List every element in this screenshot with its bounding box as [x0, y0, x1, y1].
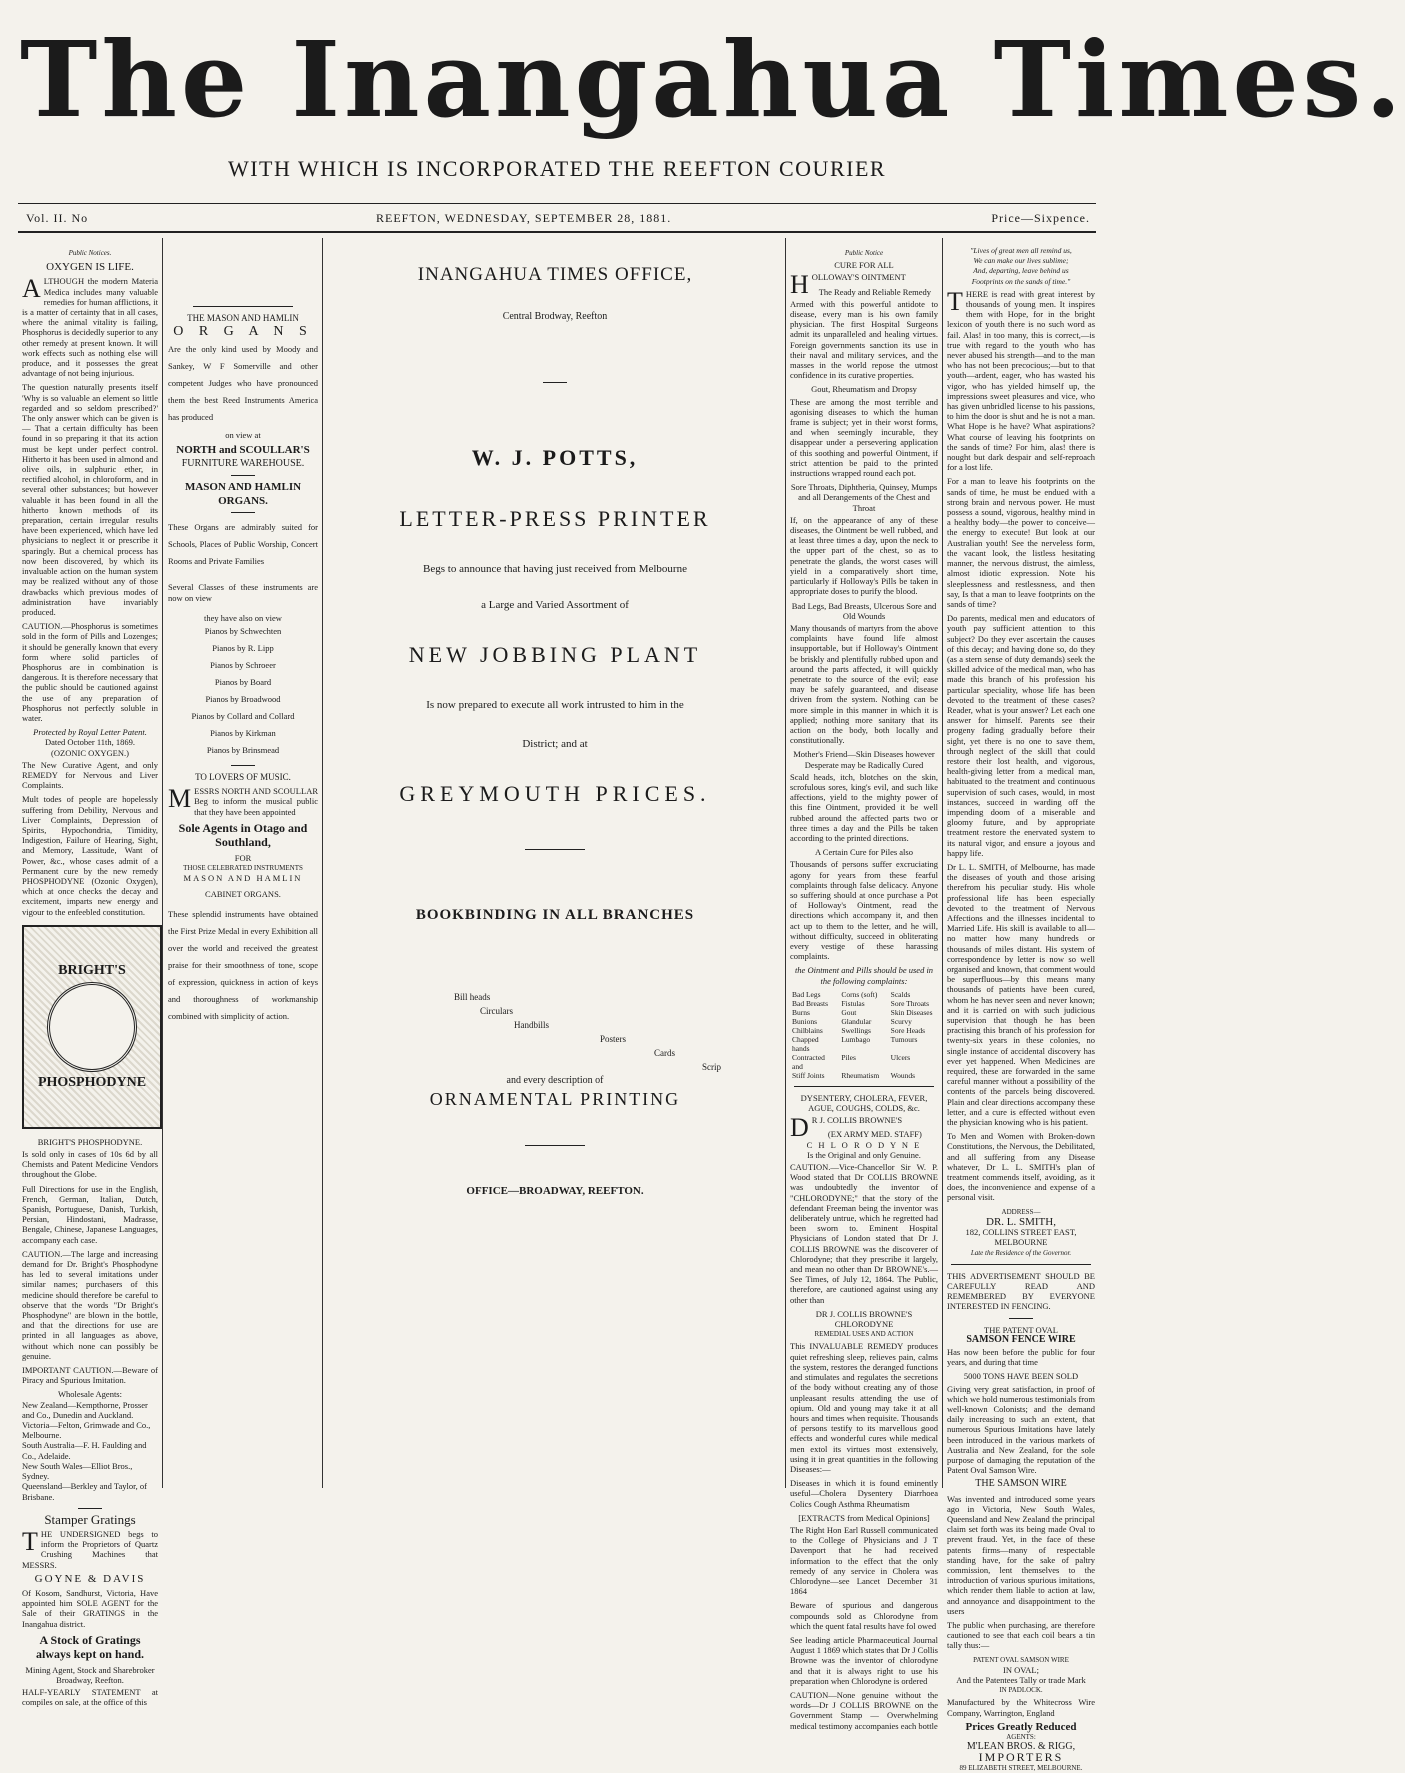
for-label: FOR [234, 852, 252, 863]
leading-text: See leading article Pharmaceutical Journal August 1 1869 which states that Dr J Collis Browne was the inventor of chlorodyne and that it is always right to use his preparation when Chlorodyne is ordered [790, 1634, 938, 1686]
mothers-heading: Mother's Friend—Skin Diseases however Desperate may be Radically Cured [793, 749, 935, 770]
complaint-item: Burns [792, 1007, 810, 1017]
column-divider [942, 238, 943, 1488]
manufactured-text: Manufactured by the Whitecross Wire Company, Warrington, England [947, 1697, 1095, 1718]
job-item: Scrip [702, 1062, 721, 1073]
piano-item: Pianos by Brinsmead [206, 745, 280, 756]
samson-heading: SAMSON FENCE WIRE [966, 1333, 1076, 1345]
furniture-warehouse: FURNITURE WAREHOUSE. [181, 457, 305, 469]
divider [231, 475, 255, 476]
oxygen-text: The question naturally presents itself 'Why is so valuable an element so little regarded and so seldom prescribed?' The only answer which can be given is — That a certain difficulty has been found in so preparing it that its action must be kept under perfect control. Hitherto it has been used in almond and olive oils, in sulphuric ether, in rectified alcohol, in chloroform, and in several other substances; but however valuable it has been found in all the hitherto known methods of its preparation, certain irregular results have been experienced, which have led physicians to neglect it or prescribe it sparingly. But a chemical process has now been discovered, by which its invaluable action on the human system may be realized without any of those drawbacks which previous modes of administration have invariably produced. [22, 382, 158, 617]
patent-date: Dated October 11th, 1869. [44, 737, 136, 748]
complaint-item: Corns (soft) [841, 989, 878, 999]
complaint-item: Swellings [841, 1025, 871, 1035]
complaint-item: Sore Throats [890, 998, 930, 1008]
complaint-item: Bad Legs [792, 989, 821, 999]
prices-reduced: Prices Greatly Reduced [965, 1720, 1077, 1733]
throat-heading: Sore Throats, Diphtheria, Quinsey, Mumps and all Derangements of the Chest and Throat [790, 482, 938, 513]
also-view: they have also on view [204, 612, 282, 623]
several-classes: Several Classes of these instruments are now on view [168, 582, 318, 603]
top-rule [18, 203, 1096, 204]
complaint-item: Stiff Joints [792, 1070, 825, 1080]
divider [951, 1264, 1091, 1265]
smith-late: Late the Residence of the Governor. [970, 1248, 1072, 1257]
complaint-item: Wounds [890, 1070, 916, 1080]
drop-cap: T [22, 1526, 38, 1556]
divider [1009, 1318, 1033, 1319]
gout-text: These are among the most terrible and agonising diseases to which the human frame is subject; yet in their worst forms, and when seemingly incurable, they disappear under a persevering application of this soothing and powerful Ointment, if strict attention be paid to the printed instructions wrapped round each pot. [790, 396, 938, 479]
importers: IMPORTERS [978, 1750, 1064, 1765]
complaint-item: Sore Heads [890, 1025, 926, 1035]
patent-name: (OZONIC OXYGEN.) [51, 747, 129, 758]
mlean-address: 89 ELIZABETH STREET, MELBOURNE. [959, 1763, 1083, 1772]
greymouth-prices: GREYMOUTH PRICES. [399, 780, 711, 806]
issue-date: REEFTON, WEDNESDAY, SEPTEMBER 28, 1881. [376, 211, 672, 225]
protected-line: Protected by Royal Letter Patent. [33, 727, 147, 738]
piano-item: Pianos by Kirkman [210, 728, 276, 739]
agent-item: South Australia—F. H. Faulding and Co., Adelaide. [22, 1440, 147, 1461]
remedy-line: The New Curative Agent, and only REMEDY for Nervous and Liver Complaints. [22, 759, 158, 791]
directions-text: Full Directions for use in the English, French, German, Italian, Dutch, Spanish, Portuguese, Danish, Turkish, Persian, Hindostani, Madrasse, Bengale, Chinese, Japanese Languages, accompany each case. [22, 1183, 158, 1245]
divider [794, 1086, 934, 1087]
diseases-text: Diseases in which it is found eminently useful—Cholera Dysentery Diarrhoea Colics Cough Asthma Rheumatism [790, 1478, 938, 1509]
sole-agents: Sole Agents in Otago and Southland, [178, 820, 308, 849]
job-item: Cards [654, 1048, 675, 1059]
complaint-item: Chilblains [792, 1025, 823, 1035]
piles-text: Thousands of persons suffer excruciating agony for years from these fearful complaints through false delicacy. Anyone so suffering should at once purchase a Pot of Holloway's Ointment, read the directions which accompany it, and then act up to them to the letter, and he will, without difficulty, succeed in obliterating every vestige of these harassing complaints. [790, 859, 938, 962]
complaint-item: Gout [841, 1007, 857, 1017]
phosphodyne-engraving [22, 925, 162, 1129]
organs-used: Are the only kind used by Moody and Sankey, W F Somerville and other competent Judges who have pronounced them the best Reed Instruments America has produced [168, 344, 318, 423]
engraving-top: BRIGHT'S [58, 962, 126, 978]
dateline-bar [26, 207, 1090, 229]
tons-sold: 5000 TONS HAVE BEEN SOLD [963, 1371, 1079, 1382]
column-printer [330, 246, 780, 1486]
remedy-line: The Ready and Reliable Remedy [818, 286, 932, 297]
agent-item: New Zealand—Kempthorne, Prosser and Co., Dunedin and Auckland. [22, 1399, 148, 1420]
in-padlock: IN PADLOCK. [999, 1686, 1043, 1695]
stock-line: A Stock of Gratings always kept on hand. [35, 1632, 145, 1661]
smith-text-2: For a man to leave his footprints on the sands of time, he must be endued with a strong brain and nervous power. He must possess a sound, vigorous, healthy mind in a healthy body—the power to conceive—the energy to execute! But look at our Australian youth! See the nerveless form, the vacant look, the listless hesitating manner, the nervous distrust, the aimless, almost idiotic expression. Note his sleeplessness and restlessness, and then say, Is that a man to leave footprints on the sands of time? [947, 476, 1095, 609]
complaint-item: Contracted and [792, 1052, 825, 1071]
smith-city: MELBOURNE [994, 1237, 1048, 1248]
on-view: on view at [225, 430, 261, 441]
music-body: ESSRS NORTH AND SCOULLAR Beg to inform the musical public that they have been appointed [194, 786, 318, 817]
gout-heading: Gout, Rheumatism and Dropsy [811, 384, 917, 395]
ornamental-printing: ORNAMENTAL PRINTING [429, 1089, 681, 1110]
celebrated-instruments: THOSE CELEBRATED INSTRUMENTS [183, 864, 303, 873]
printer-heading: LETTER-PRESS PRINTER [399, 505, 711, 531]
engraving-bottom: PHOSPHODYNE [37, 1074, 147, 1090]
column-divider [162, 238, 163, 1488]
russell-text: The Right Hon Earl Russell communicated to the College of Physicians and J T Davenport that he had received information to the effect that the only remedy of any service in Cholera was Chlorodyne—see Lancet December 31 1864 [790, 1524, 938, 1597]
product-name: BRIGHT'S PHOSPHODYNE. [37, 1136, 143, 1147]
header-rule [18, 231, 1096, 233]
cabinet-organs: CABINET ORGANS. [205, 889, 281, 900]
in-oval: IN OVAL; [1003, 1664, 1039, 1675]
job-item: Handbills [514, 1020, 549, 1031]
divider [231, 765, 255, 766]
stamper-body: HE UNDERSIGNED begs to inform the Proprietors of Quartz Crushing Machines that MESSRS. [22, 1528, 158, 1570]
mason-hamlin-3: MASON AND HAMLIN [183, 873, 303, 884]
samson-wire-body: Was invented and introduced some years ago in Victoria, New South Wales, Queensland and New Zealand the principal claim set forth was its being made Oval to prevent fraud. Yet, in the face of these patents firms—many of respectable standing have, for the sake of paltry commission, lent themselves to the introduction of various spurious imitations, which render them liable to action at law, and annoyance and disappointment to the users [947, 1493, 1095, 1616]
sold-text: Is sold only in cases of 10s 6d by all Chemists and Patent Medicine Vendors throughout the Globe. [22, 1149, 158, 1180]
samson-wire-heading: THE SAMSON WIRE [975, 1478, 1067, 1490]
address-label: ADDRESS— [1001, 1207, 1041, 1216]
smith-street: 182, COLLINS STREET EAST, [965, 1227, 1077, 1238]
complaint-item: Fistulas [841, 998, 865, 1008]
divider [525, 1145, 585, 1146]
smith-text-5: To Men and Women with Broken-down Constitutions, the Nervous, the Debilitated, and all suffering from any Disease whatever, Dr L. L. SMITH's plan of treatment commends itself, avoiding, as it does, the inconvenience and expense of a personal visit. [947, 1131, 1095, 1203]
job-item: Circulars [480, 1006, 513, 1017]
armed-text: Armed with this powerful antidote to disease, every man is his own family physician. The first Hospital Surgeons admit its unparalleled and healing virtues. Foreign governments sanction its use in their naval and military services, and the masses in the world repose the utmost confidence in its curative properties. [790, 298, 938, 381]
agent-item: Queensland—Berkley and Taylor, of Brisbane. [22, 1481, 147, 1502]
divider [193, 306, 293, 307]
throat-text: If, on the appearance of any of these diseases, the Ointment be well rubbed, and at least three times a day, upon the neck to the upper part of the chest, so as to penetrate the glands, the worst cases will yield in a comparatively short time, particularly if Holloway's Pills be taken in appropriate doses to purify the blood. [790, 514, 938, 597]
holloway-title: OLLOWAY'S OINTMENT [811, 272, 906, 283]
column-divider [322, 238, 323, 1488]
caution-imitations: CAUTION.—The large and increasing demand for Dr. Bright's Phosphodyne has led to several imitations under similar names; purchasers of this medicine should therefore be careful to observe that the words "Dr Bright's Phosphodyne" are blown in the bottle, and that the directions for use are printed in all languages as above, without which none can possibly be genuine. [22, 1248, 158, 1361]
complaint-item: Chapped hands [792, 1034, 819, 1053]
caution-text: CAUTION.—Vice-Chancellor Sir W. P. Wood stated that Dr COLLIS BROWNE was undoubtedly the inventor of "CHLORODYNE;" that the story of the defendant Freeman being the inventor was deliberately untrue, which he regretted had been sworn to. Eminent Hospital Physicians of London stated that Dr J. COLLIS BROWNE was the discoverer of Chlorodyne; that they prescribe it largely, and mean no other than Dr BROWNE's.—See Times, of July 12, 1864. The Public, therefore, are cautioned against using any other than [790, 1162, 938, 1305]
drop-cap: H [790, 270, 809, 300]
drop-cap: M [168, 784, 192, 814]
jobbing-plant: NEW JOBBING PLANT [408, 642, 702, 668]
public-text: The public when purchasing, are therefore cautioned to see that each coil bears a tin tally thus:— [947, 1620, 1095, 1651]
mining-agent: Mining Agent, Stock and Sharebroker Broadway, Reefton. [25, 1664, 155, 1685]
complaint-item: Scurvy [890, 1016, 912, 1026]
piano-item: Pianos by R. Lipp [212, 643, 274, 654]
browne-title: R J. COLLIS BROWNE'S [811, 1115, 903, 1126]
column-holloway [790, 246, 938, 1731]
and-text: And the Patentees Tally or trade Mark [956, 1675, 1086, 1686]
drop-cap: D [790, 1113, 809, 1143]
oxygen-intro: LTHOUGH the modern Materia Medica includes many valuable remedies for human afflictions, it is a matter of certainty that in all cases, where the animal vitality is failing, Phosphorus is decidedly superior to any other remedy at present known. It will work effects such as nothing else will produce, and it possesses the great advantage of not being injurious. [22, 276, 158, 379]
genuine-caution: CAUTION—None genuine without the words—Dr J COLLIS BROWNE on the Government Stamp — Overwhelming medical testimony accompanies each bottle [790, 1689, 938, 1731]
patent-oval: THE PATENT OVAL [984, 1324, 1058, 1335]
divider [78, 1508, 102, 1509]
complaint-item: Bad Breasts [792, 998, 829, 1008]
potts-name: W. J. POTTS, [471, 445, 639, 471]
complaint-item: Piles [841, 1052, 856, 1062]
complaint-item: Rheumatism [841, 1070, 880, 1080]
piano-item: Pianos by Collard and Collard [191, 711, 295, 722]
divider [525, 849, 585, 850]
complaint-item: Ulcers [890, 1052, 911, 1062]
poem-line: "Lives of great men all remind us, [970, 246, 1072, 255]
piano-item: Pianos by Broadwood [205, 694, 281, 705]
complaints-list [792, 990, 936, 1080]
half-yearly: HALF-YEARLY STATEMENT at compiles on sale, at the office of this [22, 1687, 158, 1708]
district-text: District; and at [522, 737, 588, 750]
smith-name: DR. L. SMITH, [986, 1215, 1056, 1228]
organs-suited: These Organs are admirably suited for Schools, Places of Public Worship, Concert Rooms and Private Families [168, 522, 318, 567]
piano-item: Pianos by Schwechten [204, 626, 282, 637]
invaluable-text: This INVALUABLE REMEDY produces quiet refreshing sleep, relieves pain, calms the system, restores the deranged functions and stimulates and regulates the secretions of the body without creating any of those unpleasant results attending the use of opium. Old and young may take it at all hours and times when requisite. Thousands of persons testify to its marvellous good effects and wonderful cures while medical men extol its virtues most extensively, using it in great quantities in the following Diseases:— [790, 1341, 938, 1474]
drop-cap: T [947, 286, 963, 316]
bookbinding-heading: BOOKBINDING IN ALL BRANCHES [415, 907, 695, 924]
drop-cap: A [22, 274, 41, 304]
remedial-heading: REMEDIAL USES AND ACTION [814, 1330, 914, 1339]
poem-line: We can make our lives sublime; [973, 256, 1069, 266]
chlorodyne-heading: C H L O R O D Y N E [806, 1139, 922, 1150]
column-organs [168, 300, 318, 1540]
agents-label: AGENTS: [1006, 1733, 1036, 1742]
steamship-emblem [47, 982, 137, 1072]
samson-body: Has now been before the public for four years, and during that time [947, 1346, 1095, 1368]
job-types [330, 990, 780, 1073]
complaint-item: Glandular [841, 1016, 872, 1026]
column-phosphodyne [22, 246, 158, 1708]
caution-text: CAUTION.—Phosphorus is sometimes sold in the form of Pills and Lozenges; it should be generally known that every form where solid particles of Phosphorus are in combination is dangerous. It is therefore necessary that the public should be cautioned against the use of any preparation of Phosphorus not perfectly soluble in water. [22, 621, 158, 723]
divider [231, 512, 255, 513]
agent-item: Victoria—Felton, Grimwade and Co., Melbourne. [22, 1420, 151, 1441]
ailments-text: Mult todes of people are hopelessly suffering from Debility, Nervous and Liver Complaints, Depression of Spirits, Hypochondria, Timidity, Indigestion, Failure of Hearing, Sight, and Memory, Lassitude, Want of Power, &c., whose cases admit of a Permanent cure by the new remedy PHOSPHODYNE (Ozonic Oxygen), which at once checks the decay and excitement, imparts new energy and vigour to the enfeebled constitution. [22, 794, 158, 917]
begs-text: Begs to announce that having just received from Melbourne [423, 562, 687, 575]
office-heading: INANGAHUA TIMES OFFICE, [417, 264, 693, 285]
complaint-item: Scalds [890, 989, 911, 999]
divider [543, 382, 567, 383]
wholesale-label: Wholesale Agents: [58, 1389, 122, 1400]
legs-heading: Bad Legs, Bad Breasts, Ulcerous Sore and Old Wounds [791, 600, 937, 621]
poem-line: And, departing, leave behind us [973, 266, 1069, 276]
stamper-heading: Stamper Gratings [44, 1511, 136, 1527]
prepared-text: Is now prepared to execute all work intrusted to him in the [426, 699, 684, 712]
beware-text: Beware of spurious and dangerous compounds sold as Chlorodyne from which the quent fatal results have fol owed [790, 1600, 938, 1631]
smith-text-4: Dr L. L. SMITH, of Melbourne, has made the diseases of youth and those arising therefrom his peculiar study. His whole professional life has been especially devoted to the treatment of Nervous Affections and the illnesses incidental to Married Life. His skill is available to all—no matter how many hundreds or thousands of miles distant. His system of correspondence by letter is now so well organised and known, that comment would be superfluous—by this means many thousands of patients have been cured, whom he has never seen and never known; and it is carried on with such judicious supervision that though he has been practising this branch of his profession for twenty-six years in these colonies, no single instance of accidental discovery has ever yet happened. When Medicines are required, these are forwarded in the same careful manner without a possibility of the contents of the parcels being discovered. Plain and clear directions accompany these letter, and a cure is effected without even the physician knowing who is his patient. [947, 861, 1095, 1128]
notice-label: Public Notice [844, 249, 884, 257]
browne-sub: (EX ARMY MED. STAFF) [827, 1129, 922, 1140]
column-divider [785, 238, 786, 1488]
piano-item: Pianos by Board [214, 677, 272, 688]
genuine-line: Is the Original and only Genuine. [807, 1149, 921, 1160]
legs-text: Many thousands of martyrs from the above complaints have found life almost insupportable, but if Holloway's Ointment be briskly and plentifully rubbed upon and around the parts affected, it will quickly penetrate to the source of the evil; ease may be safely guaranteed, and disease driven from the system. Nothing can be more simple in this manner in which it is applied; nothing more sanitary that its action on the body, both locally and constitutionally. [790, 622, 938, 746]
job-item: Posters [600, 1034, 627, 1045]
mothers-text: Scald heads, itch, blotches on the skin, scrofulous sores, king's evil, and such like affections, yield to the mighty power of this fine Ointment, provided it be well rubbed around the affected parts two or three times a day and the Pills be taken according to the printed directions. [790, 771, 938, 843]
poem-line: Footprints on the sands of time." [971, 276, 1071, 286]
goyne-body: Of Kosom, Sandhurst, Victoria, Have appointed him SOLE AGENT for the Sale of their GRATINGS in the Inangahua district. [22, 1587, 158, 1629]
every-description: and every description of [506, 1075, 604, 1087]
price: Price—Sixpence. [991, 211, 1090, 225]
masthead-subtitle: WITH WHICH IS INCORPORATED THE REEFTON COURIER [227, 156, 887, 181]
volume-number: Vol. II. No [26, 211, 89, 225]
complaint-item: Bunions [792, 1016, 818, 1026]
column-smith [947, 246, 1095, 1772]
mason-hamlin-2: MASON AND HAMLIN [184, 481, 302, 494]
prize-text: These splendid instruments have obtained the First Prize Medal in every Exhibition all over the world and received the greatest praise for their smoothness of tone, scope of expression, quickness in action of keys and thoroughness of workmanship combined with simplicity of action. [168, 908, 318, 1021]
notice-label: Public Notices. [68, 249, 112, 257]
mason-hamlin-heading: THE MASON AND HAMLIN [187, 313, 299, 323]
assortment-text: a Large and Varied Assortment of [481, 599, 629, 612]
satisfaction-text: Giving very great satisfaction, in proof of which we hold numerous testimonials from well-known Colonists; and the demand daily increasing to such an extent, that numerous Spurious Imitations have lately been introduced in the various markets of Australia and New Zealand, for the sole purpose of damaging the reputation of the Patent Oval Samson Wire. [947, 1383, 1095, 1476]
mlean-rigg: M'LEAN BROS. & RIGG, [966, 1741, 1076, 1753]
tally-text: PATENT OVAL SAMSON WIRE [973, 1655, 1069, 1664]
masthead-title: The Inangahua Times. [20, 18, 1405, 141]
piano-item: Pianos by Schroeer [210, 660, 276, 671]
organs-2: ORGANS. [218, 495, 268, 508]
organs-heading: O R G A N S [173, 324, 313, 340]
useful-heading: the Ointment and Pills should be used in the following complaints: [794, 965, 934, 986]
office-footer: OFFICE—BROADWAY, REEFTON. [466, 1184, 644, 1197]
extracts-heading: [EXTRACTS from Medical Opinions] [798, 1512, 930, 1523]
agent-item: New South Wales—Elliot Bros., Sydney. [22, 1460, 133, 1482]
complaint-item: Skin Diseases [890, 1007, 933, 1017]
smith-text-3: Do parents, medical men and educators of youth pay sufficient attention to this subject? Do they ever ascertain the causes of this decay; and having done so, do they (as a stern sense of duty demands) seek the skilled advice of the medical man, who has made this branch of his profession his particular speciality, whose life has been devoted to the treatment of these cases? Reader, what is your answer? Let each one answer for himself. Parents see their progeny fading gradually before their sight, yet there is no one to save them, through neglect of the skill that could restore their lost health, and vigorous, health-giving letter from a medical man, habituated to the treatment and continuous supervision of such cases, would, in most instances, succeed in warding off the impending doom of a miserable and gloomy future, and by appropriate treatment restore the enervated system to its natural vigor, and ensure a joyous and happy life. [947, 613, 1095, 858]
browne-name: DR J. COLLIS BROWNE'S CHLORODYNE [815, 1308, 913, 1330]
smith-text-1: HERE is read with great interest by thousands of young men. It inspires them with Hope, for in the bright lexicon of youth there is no such word as fail. Alas! in too many, this is correct,—is true with regard to the youth who has never abused his strength—and to the man who has not been precocious;—but to that youth—ardent, eager, who has wasted his vigor, who has yielded himself up, the impressions sweet pleasures and vice, who has given unbridled license to his passions, to him the door is shut and he is not a man. What Hope is he have? What aspirations? What course of leaving his footprints on the sands of time? For him, alas! there is nought but dark despair and self-reproach for a lost life. [947, 288, 1095, 473]
cure-for-all: CURE FOR ALL [834, 260, 894, 271]
office-address: Central Brodway, Reefton [502, 311, 608, 323]
oxygen-heading: OXYGEN IS LIFE. [46, 261, 134, 274]
fencing-advert: THIS ADVERTISEMENT SHOULD BE CAREFULLY READ AND REMEMBERED BY EVERYONE INTERESTED IN FENCING. [947, 1270, 1095, 1312]
complaint-item: Lumbago [841, 1034, 871, 1044]
dysentery-heading: DYSENTERY, CHOLERA, FEVER, AGUE, COUGHS, COLDS, &c. [800, 1092, 928, 1114]
complaint-item: Tumours [890, 1034, 918, 1044]
goyne-davis: GOYNE & DAVIS [34, 1572, 146, 1585]
lovers-of-music: TO LOVERS OF MUSIC. [195, 772, 291, 783]
important-caution: IMPORTANT CAUTION.—Beware of Piracy and Spurious Imitation. [22, 1365, 158, 1386]
piles-heading: A Certain Cure for Piles also [815, 847, 913, 858]
job-item: Bill heads [454, 992, 491, 1003]
north-scoullar: NORTH and SCOULLAR'S [176, 443, 310, 456]
